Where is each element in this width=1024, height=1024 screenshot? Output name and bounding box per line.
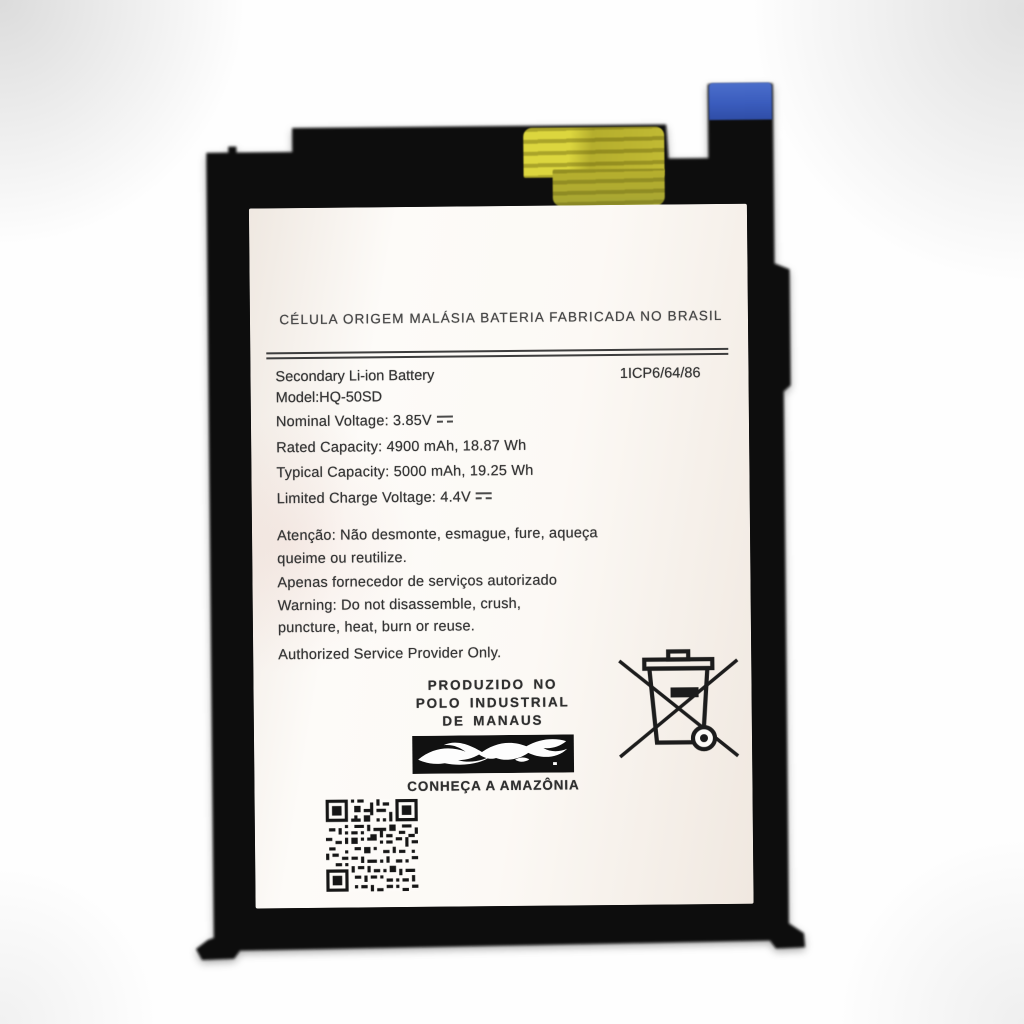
origin-caption: CONHEÇA A AMAZÔNIA xyxy=(407,777,580,795)
type-row xyxy=(275,365,700,385)
origin-line3: DE MANAUS xyxy=(442,712,544,729)
spec-nominal-text: Nominal Voltage: 3.85V xyxy=(275,412,432,431)
kapton-tape-flap xyxy=(553,169,665,207)
spec-list xyxy=(276,406,750,513)
qr-code xyxy=(326,799,419,892)
spec-limited-text: Limited Charge Voltage: 4.4V xyxy=(276,488,471,507)
connector-tab xyxy=(709,82,772,120)
amazonia-birds-logo xyxy=(408,734,578,774)
origin-line1: PRODUZIDO NO xyxy=(427,676,558,693)
dc-current-icon xyxy=(437,415,453,425)
origin-block xyxy=(403,675,582,794)
warning-pt-line2: queime ou reutilize. xyxy=(277,549,408,567)
model-number: Model:HQ-50SD xyxy=(275,389,383,407)
warning-en-line1: Warning: Do not disassemble, crush, xyxy=(277,595,522,614)
spec-limited-voltage xyxy=(277,482,750,512)
battery-type: Secondary Li-ion Battery xyxy=(275,367,435,386)
warning-pt-line1: Atenção: Não desmonte, esmague, fure, aqueça xyxy=(276,525,598,545)
double-rule xyxy=(266,348,728,359)
warning-pt-line3: Apenas fornecedor de serviços autorizado xyxy=(277,572,558,592)
battery-label xyxy=(249,204,754,909)
warning-en-line3: Authorized Service Provider Only. xyxy=(278,644,502,663)
spec-rated-capacity: Rated Capacity: 4900 mAh, 18.87 Wh xyxy=(276,437,527,456)
label-header: CÉLULA ORIGEM MALÁSIA BATERIA FABRICADA NO BRASIL xyxy=(279,307,723,328)
dc-current-icon xyxy=(476,491,492,501)
spec-typical-capacity: Typical Capacity: 5000 mAh, 19.25 Wh xyxy=(276,462,534,482)
weee-crossed-bin-icon xyxy=(617,638,740,765)
warning-en-line2: puncture, heat, burn or reuse. xyxy=(277,618,476,637)
cell-designation: 1ICP6/64/86 xyxy=(619,365,701,382)
origin-line2: POLO INDUSTRIAL xyxy=(415,694,570,711)
